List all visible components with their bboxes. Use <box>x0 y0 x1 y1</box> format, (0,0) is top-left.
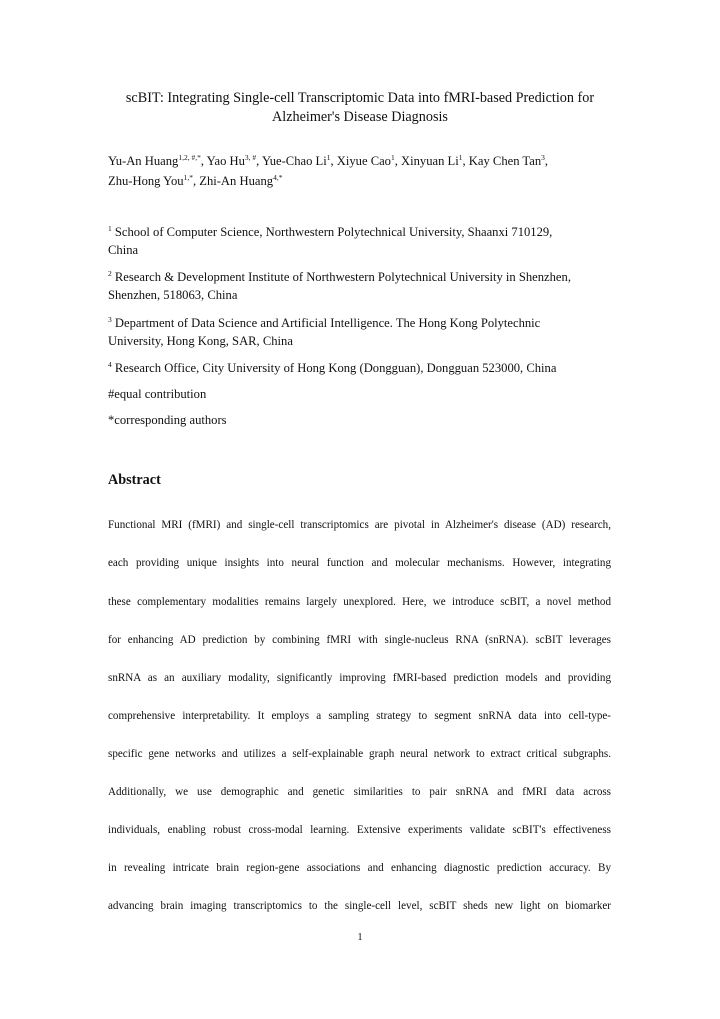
affiliation-text-cont: Shenzhen, 518063, China <box>108 288 238 302</box>
author-name: Kay Chen Tan <box>468 154 542 168</box>
abstract-line: specific gene networks and utilizes a self-explainable graph neural network to extract critical subgraphs. <box>108 748 611 760</box>
title-line-2: Alzheimer's Disease Diagnosis <box>272 109 448 125</box>
author-name: Yao Hu <box>206 154 245 168</box>
author-separator: , <box>256 154 263 168</box>
author-name: Yu-An Huang <box>108 154 179 168</box>
affiliation-text: School of Computer Science, Northwestern Polytechnical University, Shaanxi 710129, <box>114 225 553 239</box>
author-name: Xiyue Cao <box>336 154 391 168</box>
affiliation-3 <box>108 314 628 350</box>
affiliation-text: Research & Development Institute of Northwestern Polytechnical University in Shenzhen, <box>114 270 571 284</box>
paper-title <box>100 89 620 127</box>
author-affiliation-mark: 1,2, #,* <box>178 153 201 162</box>
affiliation-number: 2 <box>108 269 112 278</box>
author-separator: , <box>394 154 402 168</box>
author-separator: , <box>330 154 337 168</box>
author-line-1 <box>108 152 628 172</box>
affiliation-text: Department of Data Science and Artificial Intelligence. The Hong Kong Polytechnic <box>114 316 541 330</box>
author-name: Zhi-An Huang <box>199 173 274 188</box>
title-line-1: scBIT: Integrating Single-cell Transcriptomic Data into fMRI-based Prediction for <box>125 90 595 106</box>
affiliation-number: 4 <box>108 360 112 369</box>
abstract-line: these complementary modalities remains largely unexplored. Here, we introduce scBIT, a novel method <box>108 596 611 608</box>
affiliation-2 <box>108 268 628 304</box>
abstract-line: Additionally, we use demographic and genetic similarities to pair snRNA and fMRI data across <box>108 786 611 798</box>
author-name: Zhu-Hong You <box>108 173 184 188</box>
author-line-2 <box>108 172 628 192</box>
author-name: Yue-Chao Li <box>262 154 327 168</box>
abstract-line: comprehensive interpretability. It employs a sampling strategy to segment snRNA data into cell-type- <box>108 710 611 722</box>
affiliation-1 <box>108 223 628 259</box>
author-list <box>108 152 628 191</box>
equal-contribution-note: #equal contribution <box>108 387 207 401</box>
author-affiliation-mark: 1 <box>390 153 395 162</box>
author-separator: , <box>544 154 549 168</box>
abstract-heading: Abstract <box>108 472 161 488</box>
author-affiliation-mark: 1 <box>326 153 331 162</box>
author-affiliation-mark: 3 <box>541 153 545 162</box>
corresponding-authors-note: *corresponding authors <box>108 413 227 427</box>
abstract-line: for enhancing AD prediction by combining fMRI with single-nucleus RNA (snRNA). scBIT leverages <box>108 634 611 646</box>
author-separator: , <box>200 154 207 168</box>
abstract-line: Functional MRI (fMRI) and single-cell transcriptomics are pivotal in Alzheimer's disease (AD) research, <box>108 519 611 531</box>
abstract-line: individuals, enabling robust cross-modal learning. Extensive experiments validate scBIT's effectiveness <box>108 824 611 836</box>
author-separator: , <box>462 154 469 168</box>
affiliation-text-cont: University, Hong Kong, SAR, China <box>108 334 293 348</box>
author-name: Xinyuan Li <box>401 154 459 168</box>
author-affiliation-mark: 1,* <box>183 172 193 182</box>
author-separator: , <box>192 173 200 188</box>
affiliation-text: Research Office, City University of Hong Kong (Dongguan), Dongguan 523000, China <box>114 361 557 375</box>
page-number: 1 <box>357 932 363 943</box>
affiliation-number: 3 <box>108 315 112 324</box>
abstract-line: each providing unique insights into neural function and molecular mechanisms. However, integrating <box>108 557 611 569</box>
abstract-line: advancing brain imaging transcriptomics to the single-cell level, scBIT sheds new light on biomarker <box>108 900 611 912</box>
abstract-line: snRNA as an auxiliary modality, significantly improving fMRI-based prediction models and providing <box>108 672 611 684</box>
abstract-line: in revealing intricate brain region-gene associations and enhancing diagnostic prediction accuracy. By <box>108 862 611 874</box>
author-affiliation-mark: 1 <box>458 153 463 162</box>
author-affiliation-mark: 3, # <box>244 153 257 162</box>
affiliation-number: 1 <box>108 224 112 233</box>
affiliation-4 <box>108 359 628 377</box>
author-affiliation-mark: 4,* <box>273 172 283 182</box>
affiliation-text-cont: China <box>108 243 139 257</box>
